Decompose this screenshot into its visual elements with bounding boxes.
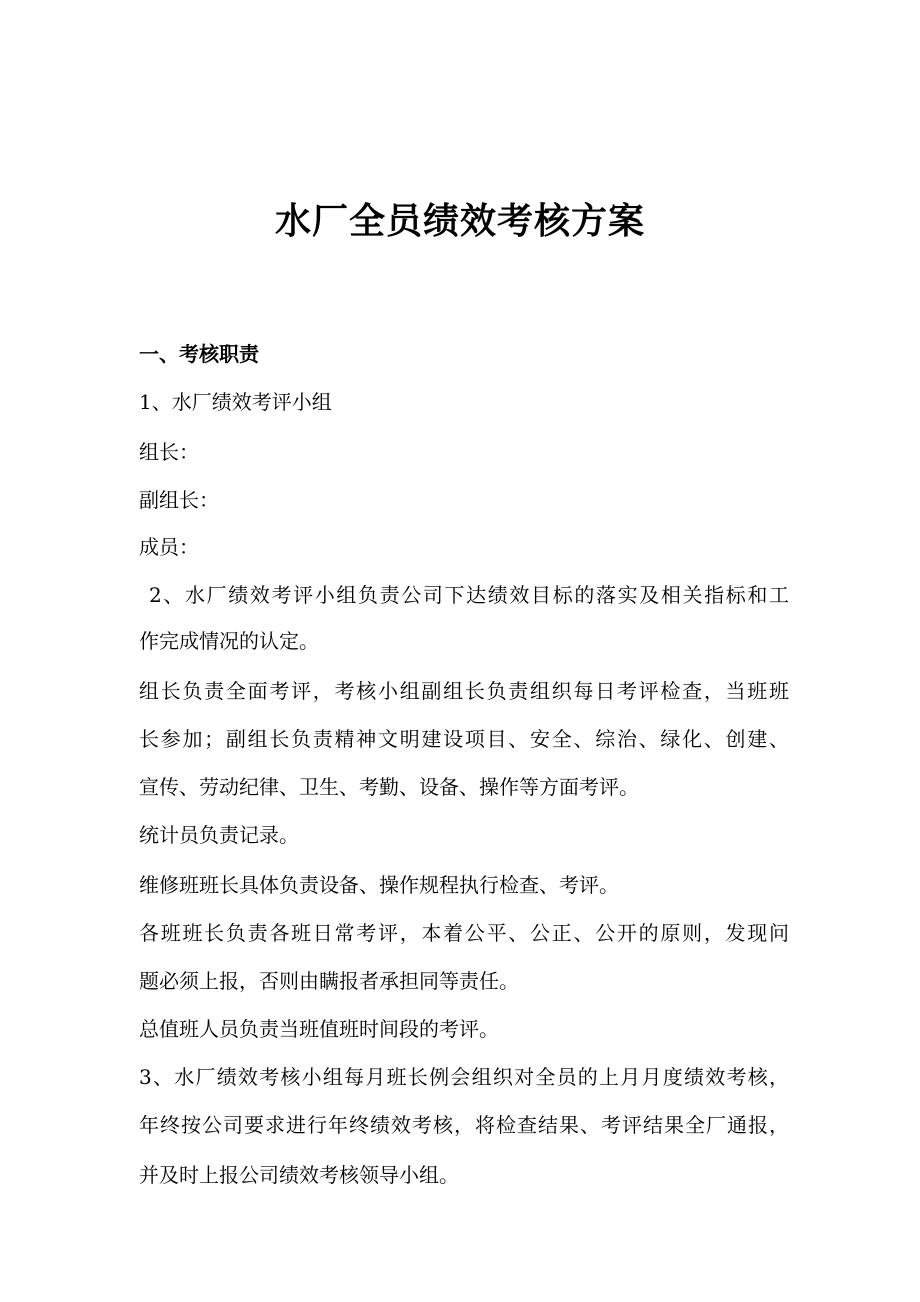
section-heading: 一、考核职责	[139, 342, 259, 366]
item-2-line-1: 2、水厂绩效考评小组负责公司下达绩效目标的落实及相关指标和工	[149, 583, 789, 607]
item-3-line-1: 3、水厂绩效考核小组每月班长例会组织对全员的上月月度绩效考核，	[139, 1065, 789, 1089]
leader-duty-line-2: 长参加；副组长负责精神文明建设项目、安全、综治、绿化、创建、	[139, 727, 789, 751]
item-1: 1、水厂绩效考评小组	[139, 390, 332, 414]
document-title: 水厂全员绩效考核方案	[274, 201, 645, 242]
leader-duty-line-3: 宣传、劳动纪律、卫生、考勤、设备、操作等方面考评。	[139, 775, 639, 799]
deputy-leader-label: 副组长：	[139, 488, 219, 512]
statistician-duty: 统计员负责记录。	[139, 823, 299, 847]
shift-leader-duty-line-1: 各班班长负责各班日常考评，本着公平、公正、公开的原则，发现问	[139, 921, 789, 945]
leader-label: 组长：	[139, 440, 199, 464]
shift-leader-duty-line-2: 题必须上报，否则由瞒报者承担同等责任。	[139, 969, 519, 993]
leader-duty-line-1: 组长负责全面考评，考核小组副组长负责组织每日考评检查，当班班	[139, 679, 789, 703]
item-3-line-3: 并及时上报公司绩效考核领导小组。	[139, 1163, 459, 1187]
duty-officer-duty: 总值班人员负责当班值班时间段的考评。	[139, 1017, 499, 1041]
members-label: 成员：	[139, 535, 199, 559]
item-2-line-2: 作完成情况的认定。	[139, 629, 319, 653]
maintenance-duty: 维修班班长具体负责设备、操作规程执行检查、考评。	[139, 873, 619, 897]
item-3-line-2: 年终按公司要求进行年终绩效考核，将检查结果、考评结果全厂通报，	[139, 1113, 789, 1137]
